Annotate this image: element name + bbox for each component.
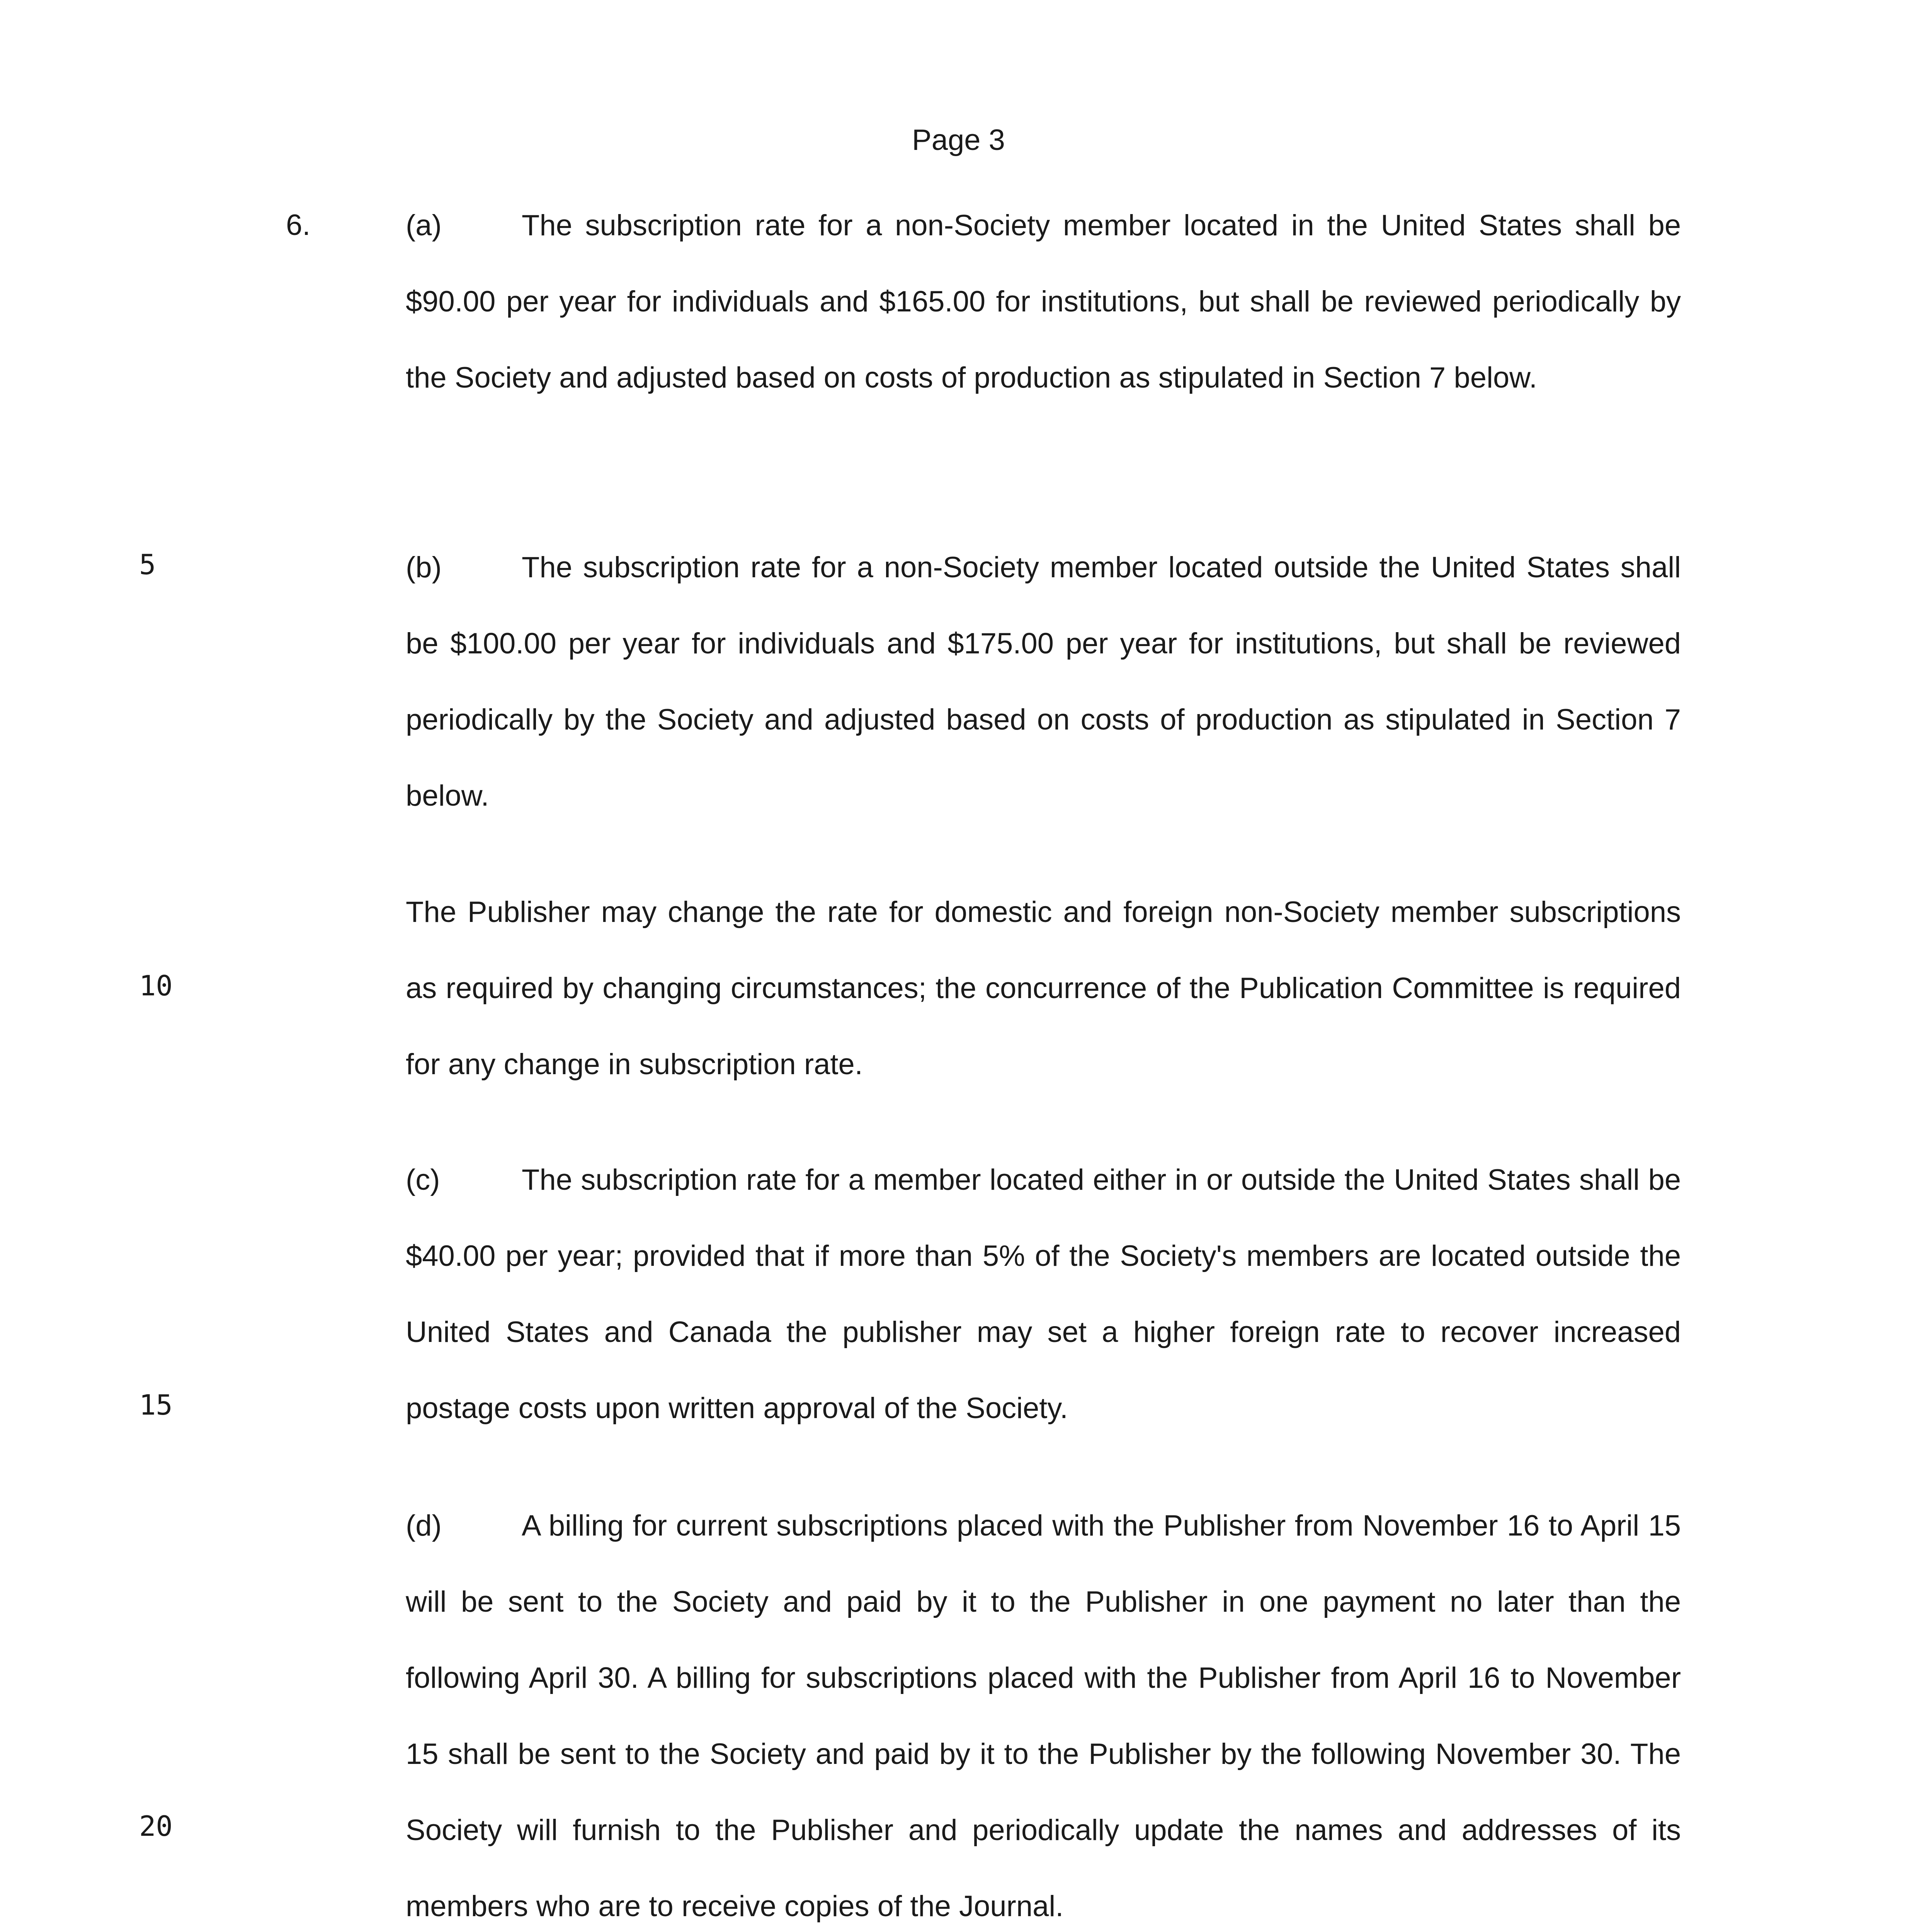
paragraph-label: (b) bbox=[406, 551, 442, 584]
paragraph-6a bbox=[406, 187, 1681, 416]
paragraph-text: A billing for current subscriptions placed with the Publisher from November 16 to April 15 will be sent to the Society and paid by it to the Publisher in one payment no later than the following April 30. A billing for subscriptions placed with the Publisher from April 16 to November 15 shall be sent to the Society and paid by it to the Publisher by the following November 30. The Society will furnish to the Publisher and periodically update the names and addresses of its members who are to receive copies of the Journal. bbox=[406, 1509, 1681, 1923]
page-number: Page 3 bbox=[912, 124, 1005, 156]
line-number-20: 20 bbox=[139, 1810, 173, 1842]
paragraph-text: The subscription rate for a non-Society member located outside the United States shall be $100.00 per year for individuals and $175.00 per year for institutions, but shall be reviewed periodically by the Society and adjusted based on costs of production as stipulated in Section 7 below. bbox=[406, 551, 1681, 812]
line-number-15: 15 bbox=[139, 1389, 173, 1421]
line-number-10: 10 bbox=[139, 969, 173, 1002]
paragraph-6b bbox=[406, 529, 1681, 834]
line-number-5: 5 bbox=[139, 548, 156, 581]
paragraph-text: The subscription rate for a member located either in or outside the United States shall be $40.00 per year; provided that if more than 5% of the Society's members are located outside the United States and Canada the publisher may set a higher foreign rate to recover increased postage costs upon written approval of the Society. bbox=[406, 1163, 1681, 1425]
paragraph-6d bbox=[406, 1488, 1681, 1932]
paragraph-text: The subscription rate for a non-Society member located in the United States shall be $90.00 per year for individuals and $165.00 for institutions, but shall be reviewed periodically by the Society and adjusted based on costs of production as stipulated in Section 7 below. bbox=[406, 209, 1681, 394]
paragraph-label: (c) bbox=[406, 1163, 440, 1196]
section-number-6: 6. bbox=[286, 209, 311, 242]
paragraph-label: (d) bbox=[406, 1509, 442, 1542]
paragraph-text: The Publisher may change the rate for domestic and foreign non-Society member subscriptions as required by changing circumstances; the concurrence of the Publication Committee is required for any change in subscription rate. bbox=[406, 896, 1681, 1081]
paragraph-publisher-rate-change bbox=[406, 874, 1681, 1102]
paragraph-6c bbox=[406, 1142, 1681, 1446]
paragraph-label: (a) bbox=[406, 209, 442, 242]
